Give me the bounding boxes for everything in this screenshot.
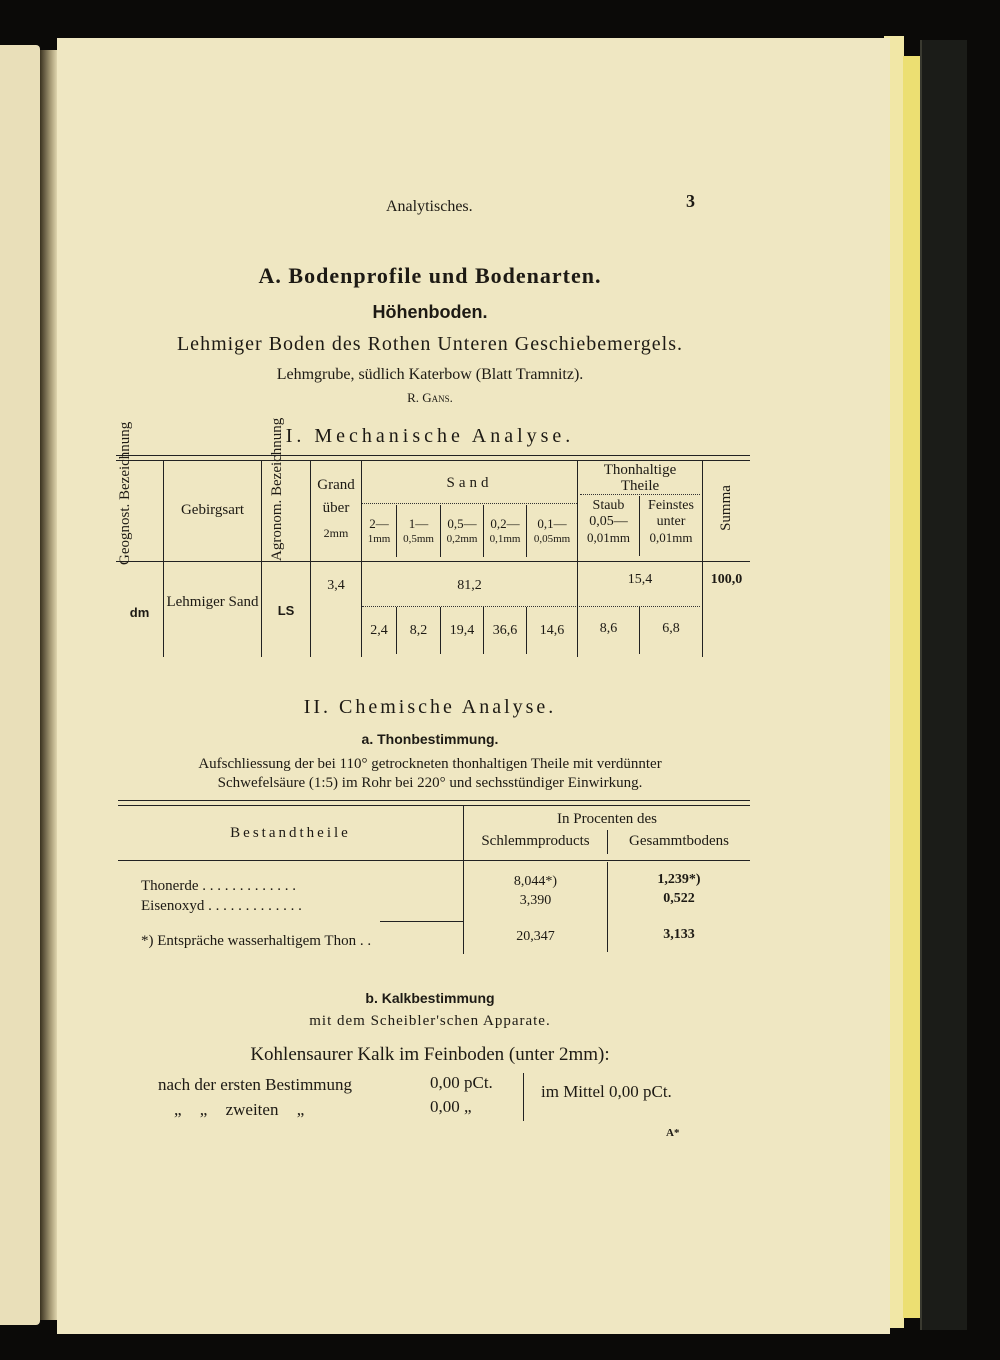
cell-gebirgsart: Lehmiger Sand — [166, 594, 259, 610]
mech-heading: I. Mechanische Analyse. — [285, 425, 575, 447]
chem-sub-b-desc: mit dem Scheibler'schen Apparate. — [309, 1013, 551, 1029]
chem-sub-b: b. Kalkbestimmung — [365, 990, 495, 1006]
page-number: 3 — [686, 191, 695, 211]
location: Lehmgrube, südlich Katerbow (Blatt Tramnitz). — [276, 366, 584, 383]
cell-sand-3: 19,4 — [449, 623, 475, 638]
col-feinstes-size: 0,01mm — [649, 530, 693, 545]
cell-grand: 3,4 — [327, 578, 345, 593]
cell-thon-total: 15,4 — [627, 572, 653, 587]
row-thonerde-label: Thonerde . . . . . . . . . . . . . — [141, 878, 296, 894]
cell-summa: 100,0 — [710, 572, 743, 587]
col-grand-ueber: über — [322, 500, 350, 516]
col-staub-header: Staub — [592, 498, 625, 513]
chem-desc-line2: Schwefelsäure (1:5) im Rohr bei 220° und sechsstündiger Einwirkung. — [217, 775, 643, 791]
col-gebirgsart-header: Gebirgsart — [180, 502, 245, 518]
sand-sub-5-bottom: 0,05mm — [533, 533, 571, 545]
col-thon-header: Thonhaltige — [603, 462, 677, 478]
cell-sand-4: 36,6 — [492, 623, 518, 638]
book-gutter — [40, 50, 58, 1320]
row-thonerde-gesammt: 1,239*) — [657, 872, 701, 887]
col-feinstes-header: Feinstes — [648, 498, 694, 513]
sand-sub-3-bottom: 0,2mm — [446, 533, 478, 545]
col-bestandtheile: Bestandtheile — [230, 825, 351, 841]
cell-sand-5: 14,6 — [539, 623, 565, 638]
cell-sand-total: 81,2 — [457, 578, 482, 593]
sand-sub-5-top: 0,1— — [537, 516, 567, 531]
row-eisenoxyd-gesammt: 0,522 — [663, 891, 695, 906]
footnote-schlemm: 20,347 — [516, 929, 555, 944]
footnote-label: *) Entspräche wasserhaltigem Thon . . — [141, 933, 372, 949]
footnote-gesammt: 3,133 — [663, 927, 695, 942]
row-eisenoxyd-schlemm: 3,390 — [519, 893, 552, 908]
chem-heading: II. Chemische Analyse. — [303, 696, 557, 718]
kalk-row1-label: nach der ersten Bestimmung — [158, 1075, 353, 1094]
row-thonerde-schlemm: 8,044*) — [513, 874, 558, 889]
col-staub-size: 0,01mm — [587, 530, 630, 545]
cell-staub: 8,6 — [599, 621, 618, 636]
col-gesammt: Gesammtbodens — [629, 833, 729, 849]
cell-agronom: LS — [277, 603, 295, 618]
cell-sand-2: 8,2 — [409, 623, 428, 638]
sand-sub-2-bottom: 0,5mm — [403, 533, 434, 545]
row-eisenoxyd-label: Eisenoxyd . . . . . . . . . . . . . — [141, 898, 302, 914]
sand-sub-2-top: 1— — [408, 516, 429, 531]
book-page — [57, 38, 890, 1334]
col-geognost-header: Geognost. Bezeichnung — [117, 421, 133, 565]
kalk-row2-label: „ „ zweiten „ — [174, 1100, 305, 1119]
col-grand-header: Grand — [317, 477, 355, 493]
col-staub-range: 0,05— — [589, 514, 628, 529]
sand-sub-4-top: 0,2— — [490, 516, 520, 531]
book-binding — [920, 40, 967, 1330]
col-in-procenten: In Procenten des — [557, 811, 657, 827]
kalk-title: Kohlensaurer Kalk im Feinboden (unter 2mm): — [250, 1044, 610, 1065]
kalk-row2-value: 0,00 „ — [430, 1097, 472, 1116]
running-title: Analytisches. — [386, 198, 473, 215]
section-title: A. Bodenprofile und Bodenarten. — [258, 263, 602, 288]
cell-geognost: dm — [129, 605, 150, 620]
signature-mark: A* — [666, 1127, 680, 1139]
left-page-edge — [0, 45, 40, 1325]
sand-sub-1-top: 2— — [369, 516, 389, 531]
author: R. Gans. — [407, 390, 453, 405]
kalk-brace — [523, 1073, 524, 1121]
kalk-mittel: im Mittel 0,00 pCt. — [541, 1082, 672, 1101]
sand-sub-3-top: 0,5— — [447, 516, 477, 531]
sand-sub-1-bottom: 1mm — [367, 533, 391, 545]
chem-sub-a: a. Thonbestimmung. — [361, 731, 499, 747]
kalk-row1-value: 0,00 pCt. — [430, 1073, 493, 1092]
sand-sub-4-bottom: 0,1mm — [489, 533, 521, 545]
col-summa-header: Summa — [718, 485, 734, 531]
col-agronom-header: Agronom. Bezeichnung — [269, 417, 285, 561]
cell-feinstes: 6,8 — [662, 621, 680, 636]
subtitle: Höhenboden. — [372, 302, 488, 322]
col-sand-header: Sand — [446, 475, 493, 491]
cell-sand-1: 2,4 — [370, 623, 388, 638]
col-thon-header2: Theile — [620, 478, 660, 494]
col-schlemm: Schlemmproducts — [481, 833, 590, 849]
col-grand-size: 2mm — [323, 526, 349, 540]
chem-desc-line1: Aufschliessung der bei 110° getrockneten thonhaltigen Theile mit verdünnter — [198, 756, 662, 772]
profile-title: Lehmiger Boden des Rothen Unteren Geschiebemergels. — [176, 333, 684, 355]
col-feinstes-unter: unter — [656, 514, 686, 529]
